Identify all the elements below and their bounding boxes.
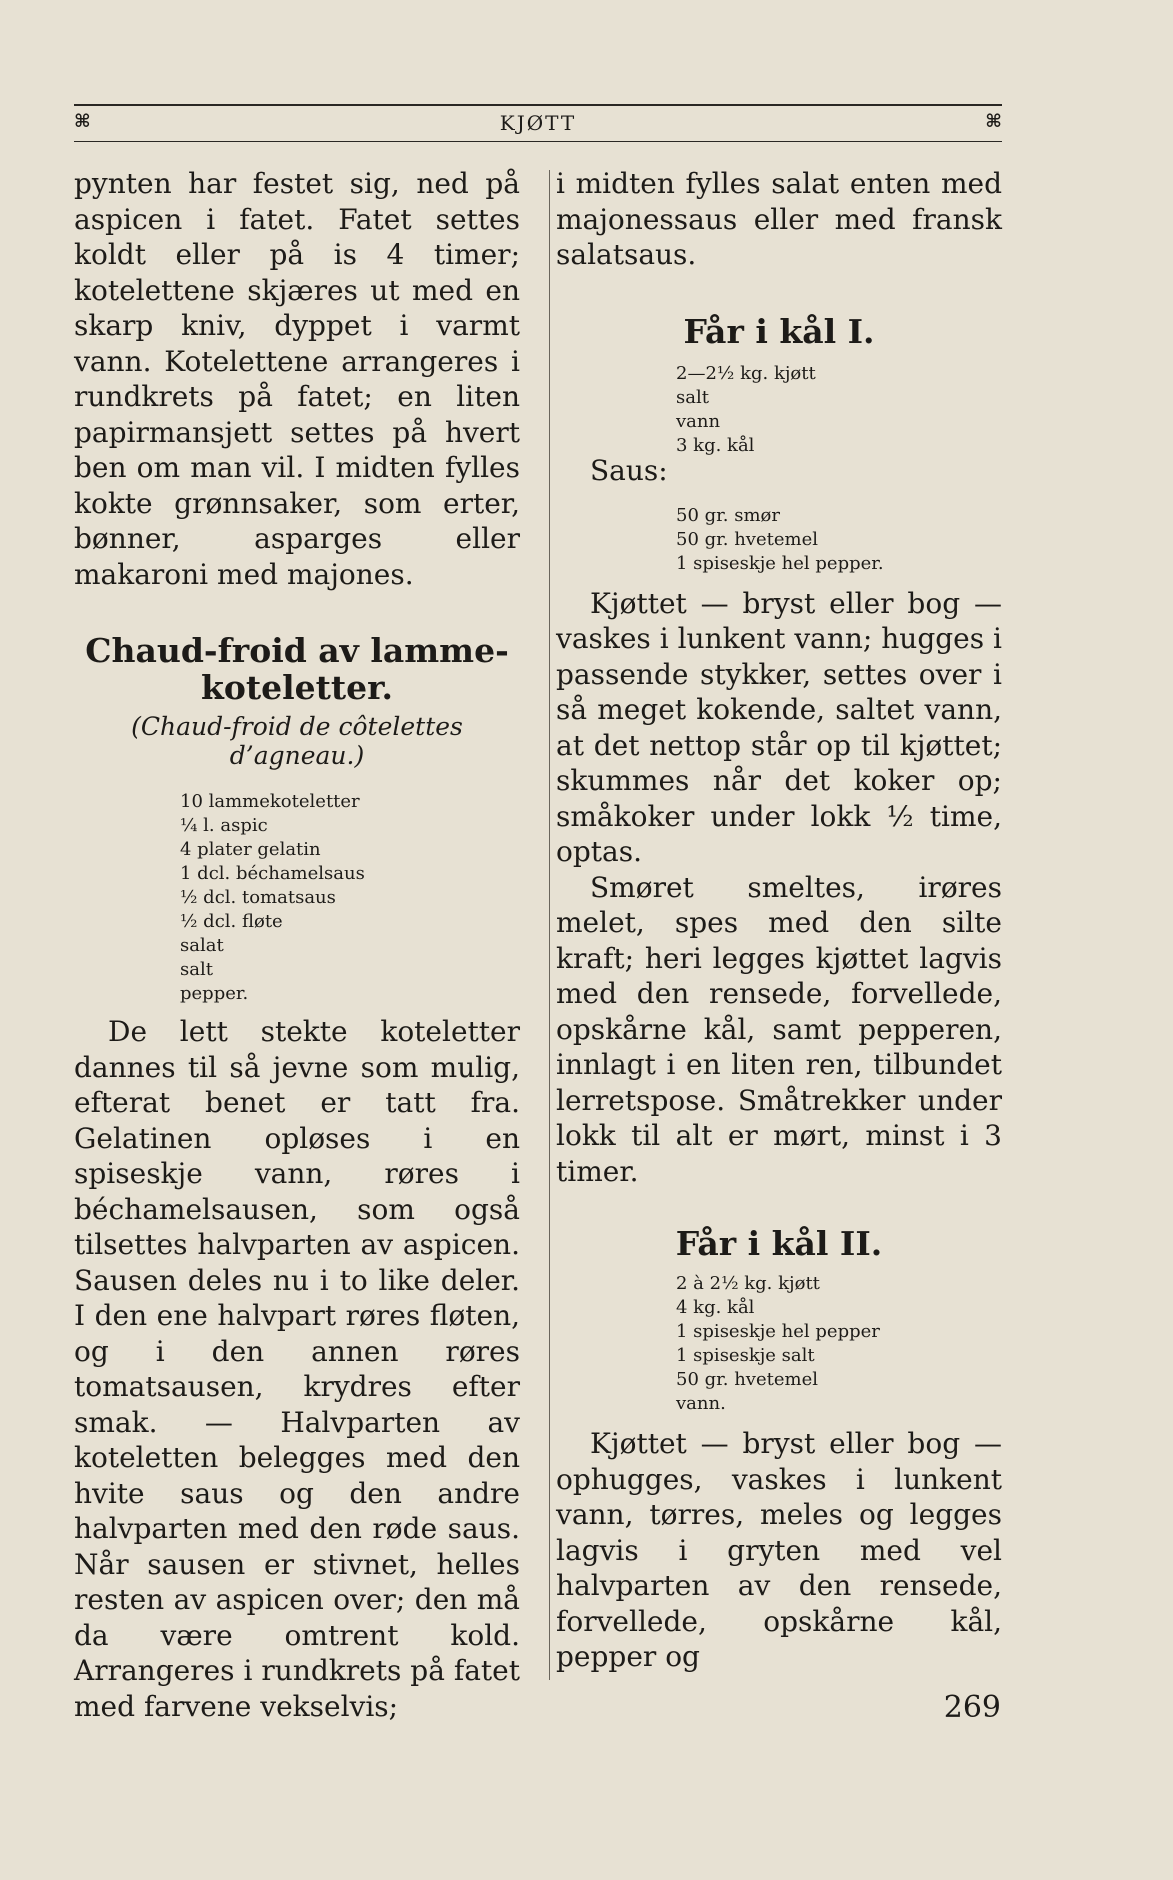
ingredient-item: salt: [676, 386, 709, 408]
recipe-subtitle: (Chaud-froid de côtelettes d’agneau.): [131, 712, 463, 770]
recipe1-paragraph1: Kjøttet — bryst eller bog — vaskes i lunkent vann; hugges i passende stykker, settes over i så meget kokende, saltet vann, at det nettop står op til kjøttet; skummes når det koker op; småkoker under lokk ½ time, optas.: [556, 586, 1002, 868]
continuation-paragraph: i midten fylles salat enten med majonessaus eller med fransk salatsaus.: [556, 167, 1002, 271]
left-column: [74, 166, 520, 1724]
ingredient-item: 1 spiseskje salt: [676, 1345, 815, 1366]
column-divider: [549, 170, 550, 1680]
recipe1-paragraph2: Smøret smeltes, irøres melet, spes med den silte kraft; heri legges kjøttet lagvis med den rensede, forvellede, opskårne kål, samt pepperen, innlagt i en liten ren, tilbundet lerretspose. Småtrekker under lokk til alt er mørt, minst i 3 timer.: [556, 870, 1002, 1188]
ingredient-item: 1 spiseskje hel pepper: [676, 1321, 880, 1342]
ingredient-item: vann: [676, 410, 721, 432]
saus-ingredient-list: [676, 504, 1002, 576]
recipe2-paragraph: Kjøttet — bryst eller bog — ophugges, vaskes i lunkent vann, tørres, meles og legges lagvis i gryten med vel halvparten av den rensede, forvellede, opskårne kål, pepper og: [556, 1427, 1002, 1673]
running-header: [74, 100, 1002, 144]
recipe1-title: Får i kål I.: [683, 311, 875, 351]
ingredient-item: 10 lammekoteletter: [180, 791, 360, 812]
ingredient-list: [180, 790, 520, 1006]
recipe2-ingredient-list: [676, 1272, 1002, 1416]
ingredient-item: salt: [180, 959, 213, 980]
recipe-title-line2: koteletter.: [201, 668, 393, 707]
recipe2-title: Får i kål II.: [675, 1224, 883, 1263]
ingredient-item: 50 gr. hvetemel: [676, 1369, 818, 1390]
method-paragraph: De lett stekte koteletter dannes til så jevne som mulig, efterat benet er tatt fra. Gelatinen opløses i en spiseskje vann, røres i béchamelsausen, som også tilsettes halvparten av aspicen. Sausen deles nu i to like deler. I den ene halvpart røres fløten, og i den annen røres tomatsausen, krydres efter smak. — Halvparten av koteletten belegges med den hvite saus og den andre halvparten med den røde saus. Når sausen er stivnet, helles resten av aspicen over; den må da være omtrent kold. Arrangeres i rundkrets på fatet med farvene vekselvis;: [74, 1015, 520, 1723]
recipe-title-line1: Chaud-froid av lamme-: [85, 631, 509, 670]
ornament-left-icon: ⌘: [74, 111, 91, 132]
ingredient-item: 4 plater gelatin: [180, 839, 321, 860]
ingredient-item: ¼ l. aspic: [180, 815, 268, 836]
header-rule-bottom: [74, 141, 1002, 142]
ingredient-item: 2—2½ kg. kjøtt: [676, 362, 816, 384]
ingredient-item: 50 gr. smør: [676, 504, 780, 526]
recipe1-ingredient-list: [676, 362, 1002, 458]
ingredient-item: pepper.: [180, 983, 249, 1004]
ingredient-item: vann.: [676, 1393, 726, 1414]
header-rule-top: [74, 104, 1002, 106]
ingredient-item: 50 gr. hvetemel: [676, 528, 818, 550]
ingredient-item: salat: [180, 935, 224, 956]
ingredient-item: 1 dcl. béchamelsaus: [180, 863, 365, 884]
ingredient-item: 1 spiseskje hel pepper.: [676, 552, 884, 574]
chapter-title: KJØTT: [499, 111, 577, 135]
ornament-right-icon: ⌘: [985, 111, 1002, 132]
ingredient-item: ½ dcl. fløte: [180, 911, 283, 932]
ingredient-item: 3 kg. kål: [676, 434, 755, 456]
right-column: [556, 166, 1002, 1675]
ingredient-item: 4 kg. kål: [676, 1297, 755, 1318]
page-number: 269: [943, 1690, 1001, 1725]
intro-paragraph: pynten har festet sig, ned på aspicen i fatet. Fatet settes koldt eller på is 4 timer; kotelettene skjæres ut med en skarp kniv, dyppet i varmt vann. Kotelettene arrangeres i rundkrets på fatet; en liten papirmansjett settes på hvert ben om man vil. I midten fylles kokte grønnsaker, som erter, bønner, asparges eller makaroni med majones.: [74, 167, 520, 591]
saus-label: Saus:: [590, 453, 668, 487]
ingredient-item: 2 à 2½ kg. kjøtt: [676, 1273, 820, 1294]
ingredient-item: ½ dcl. tomatsaus: [180, 887, 336, 908]
saus-block: [556, 453, 1002, 576]
